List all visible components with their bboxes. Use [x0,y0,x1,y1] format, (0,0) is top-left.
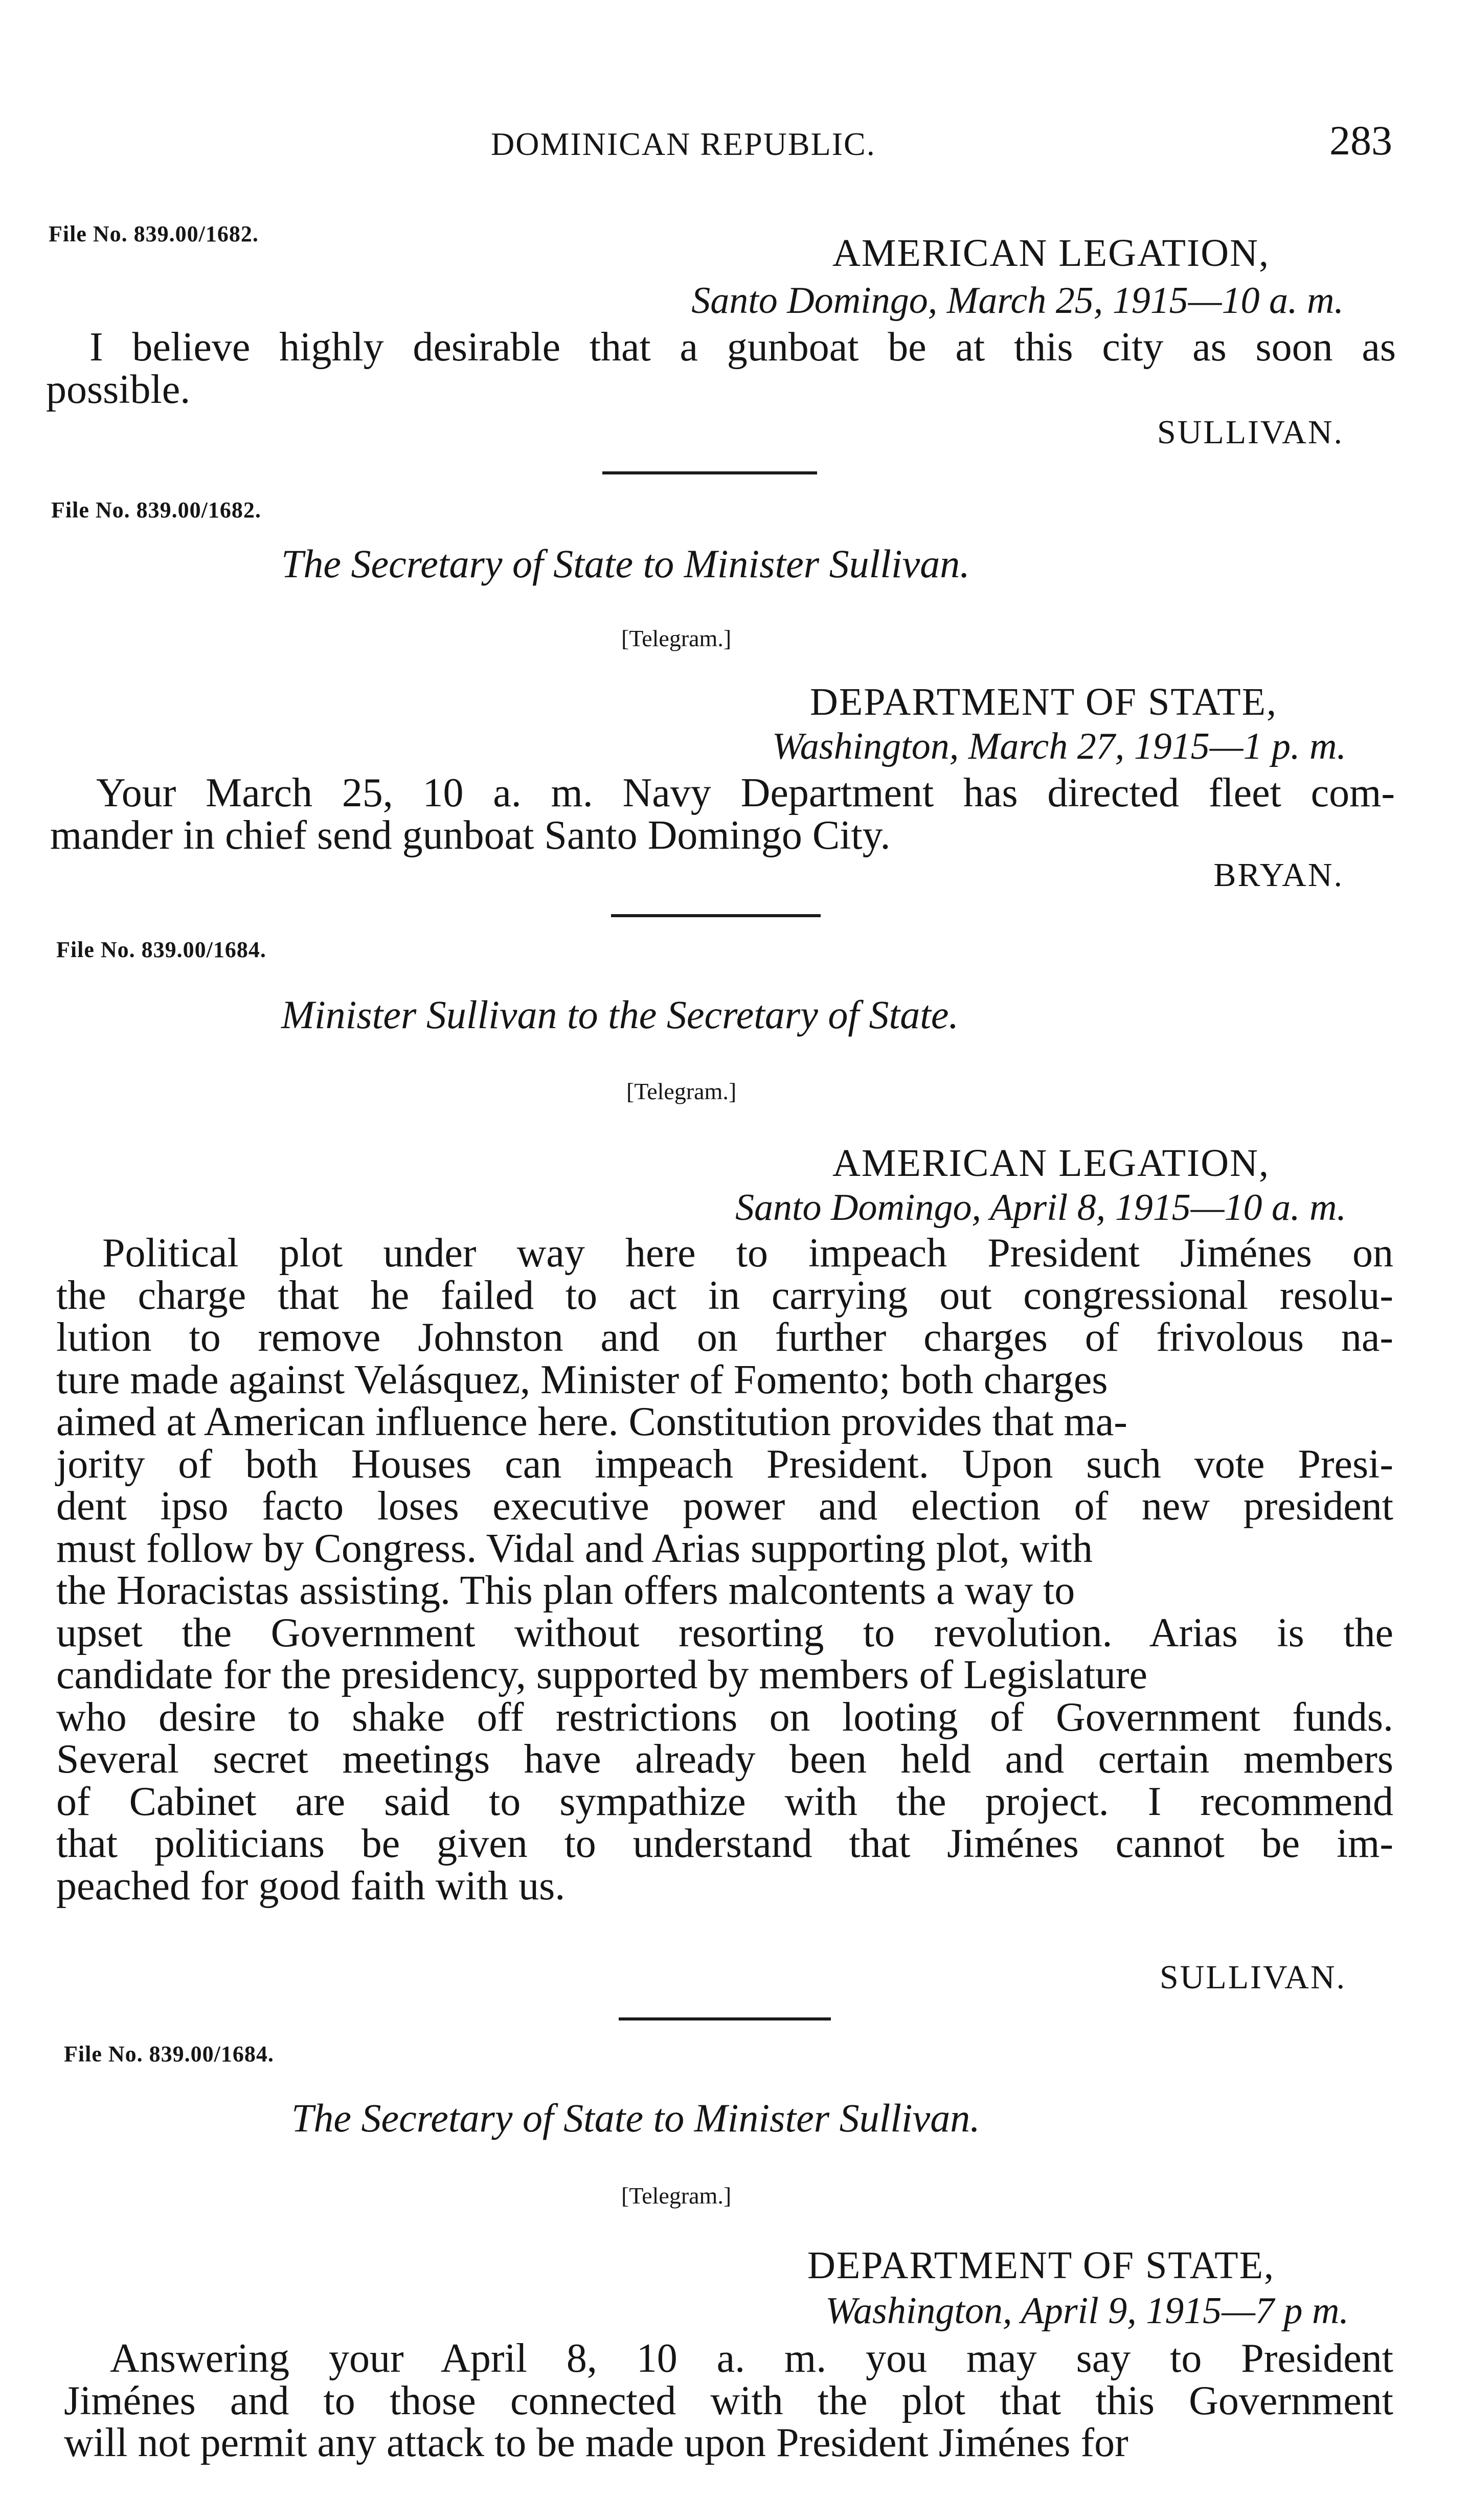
message-heading: The Secretary of State to Minister Sullivan. [291,2096,980,2140]
sender-line: AMERICAN LEGATION, [832,232,1270,275]
dateline: Washington, March 27, 1915—1 p. m. [772,725,1346,767]
body-line: jority of both Houses can impeach President. Upon such vote Presi- [56,1441,1393,1487]
message-heading: Minister Sullivan to the Secretary of State. [281,992,959,1037]
body-line: the Horacistas assisting. This plan offers malcontents a way to [56,1568,1075,1613]
file-number: File No. 839.00/1684. [64,2041,274,2067]
telegram-label: [Telegram.] [621,625,732,651]
body-line: mander in chief send gunboat Santo Domingo City. [50,812,891,858]
telegram-label: [Telegram.] [626,1078,737,1104]
body-line: will not permit any attack to be made upon President Jiménes for [64,2420,1128,2465]
sender-line: DEPARTMENT OF STATE, [807,2244,1275,2287]
body-line: who desire to shake off restrictions on looting of Government funds. [56,1694,1393,1740]
dateline: Santo Domingo, March 25, 1915—10 a. m. [691,280,1344,322]
message-body [56,1232,1393,1907]
running-head: DOMINICAN REPUBLIC. [491,126,876,162]
body-line: Political plot under way here to impeach President Jiménes on [102,1231,1393,1276]
signature: BRYAN. [1213,856,1344,894]
signature: SULLIVAN. [1157,414,1344,451]
sender-line: DEPARTMENT OF STATE, [809,680,1277,723]
body-line: Answering your April 8, 10 a. m. you may say to President [110,2336,1393,2381]
file-number: File No. 839.00/1682. [49,221,259,246]
body-line: upset the Government without resorting to revolution. Arias is the [56,1610,1393,1655]
section-divider [602,471,817,474]
body-line: of Cabinet are said to sympathize with the project. I recommend [56,1779,1393,1824]
dateline: Santo Domingo, April 8, 1915—10 a. m. [735,1187,1346,1229]
message-heading: The Secretary of State to Minister Sullivan. [281,541,970,586]
body-line: Several secret meetings have already been held and certain members [56,1737,1393,1782]
file-number: File No. 839.00/1682. [51,497,261,523]
signature: SULLIVAN. [1160,1959,1346,1996]
telegram-label: [Telegram.] [621,2183,732,2209]
body-line: Jiménes and to those connected with the plot that this Government [64,2378,1393,2423]
message-body [64,2337,1393,2464]
body-line: dent ipso facto loses executive power and election of new president [56,1484,1393,1529]
body-line: that politicians be given to understand that Jiménes cannot be im- [56,1821,1393,1866]
section-divider [611,914,821,917]
body-line: the charge that he failed to act in carrying out congressional resolu- [56,1273,1393,1318]
body-line: lution to remove Johnston and on further charges of frivolous na- [56,1315,1393,1360]
body-line: candidate for the presidency, supported by members of Legislature [56,1652,1148,1697]
section-divider [619,2017,831,2020]
message-body [46,326,1396,411]
dateline: Washington, April 9, 1915—7 p m. [825,2290,1349,2332]
body-line: possible. [46,367,191,412]
body-line: ture made against Velásquez, Minister of Fomento; both charges [56,1357,1108,1402]
body-line: Your March 25, 10 a. m. Navy Department has directed fleet com- [96,770,1395,815]
body-line: peached for good faith with us. [56,1863,566,1909]
body-line: aimed at American influence here. Constitution provides that ma- [56,1399,1127,1444]
file-number: File No. 839.00/1684. [56,937,266,962]
body-line: must follow by Congress. Vidal and Arias supporting plot, with [56,1526,1093,1571]
page-number: 283 [1329,117,1392,164]
body-line: I believe highly desirable that a gunboat be at this city as soon as [89,325,1396,370]
sender-line: AMERICAN LEGATION, [832,1142,1270,1185]
message-body [50,772,1395,856]
